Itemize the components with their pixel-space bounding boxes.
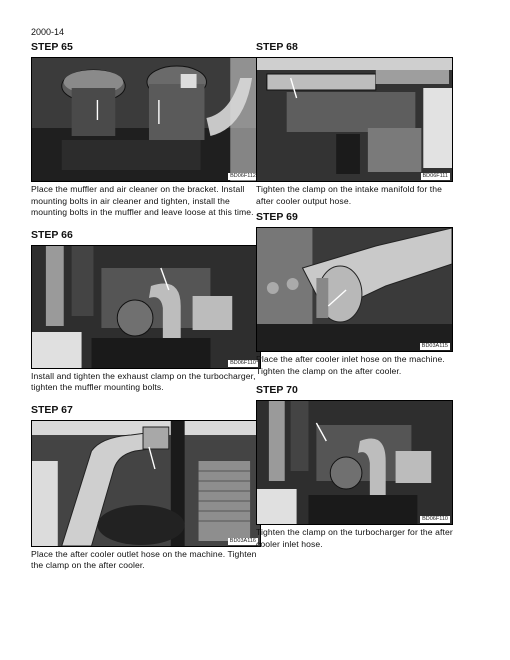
step-caption: Install and tighten the exhaust clamp on the turbocharger, tighten the muffler mounting bolts.: [31, 370, 256, 392]
step-65-photo: [31, 57, 261, 182]
step-heading: STEP 70: [256, 384, 298, 396]
step-caption: Place the after cooler outlet hose on the machine. Tighten the clamp on the after cooler.: [31, 548, 257, 570]
step-caption: Tighten the clamp on the intake manifold for the after cooler output hose.: [256, 184, 443, 206]
photo-code: BD06F111: [422, 173, 448, 179]
step-caption: Place the after cooler inlet hose on the machine. Tighten the clamp on the after cooler.: [256, 354, 445, 376]
step-69: [256, 210, 453, 377]
photo-code: BD06F112: [230, 173, 256, 179]
photo-code: BD03A115: [421, 343, 448, 349]
right-column: [256, 40, 453, 550]
left-column: [31, 40, 261, 572]
step-68: [256, 40, 453, 207]
step-69-photo: [256, 227, 453, 352]
step-66: [31, 228, 261, 394]
engine-photo: [32, 421, 260, 546]
step-65: [31, 40, 261, 219]
engine-photo: [32, 246, 260, 368]
step-67: [31, 403, 261, 572]
step-70-photo: [256, 400, 453, 525]
step-heading: STEP 66: [31, 228, 73, 241]
step-66-photo: [31, 245, 261, 369]
step-heading: STEP 69: [256, 211, 298, 223]
photo-code: BD03A116: [229, 537, 256, 544]
step-67-photo: [31, 420, 261, 547]
step-heading: STEP 68: [256, 41, 298, 53]
engine-photo: [32, 58, 260, 181]
page-number: 2000-14: [31, 27, 65, 37]
photo-code: BD06F110: [422, 516, 448, 522]
step-caption: Tighten the clamp on the turbocharger for the after cooler inlet hose.: [256, 527, 453, 549]
step-heading: STEP 65: [31, 41, 73, 53]
engine-photo: [257, 58, 452, 181]
step-68-photo: [256, 57, 453, 182]
engine-photo: [257, 401, 452, 524]
photo-code: BD06F110: [230, 359, 256, 366]
step-caption: Place the muffler and air cleaner on the bracket. Install mounting bolts in air cleaner and tighten, install the mounting bolts in the muffler and leave loose at this time.: [31, 184, 254, 217]
engine-photo: [257, 228, 452, 351]
step-70: [256, 383, 453, 550]
step-heading: STEP 67: [31, 403, 73, 416]
